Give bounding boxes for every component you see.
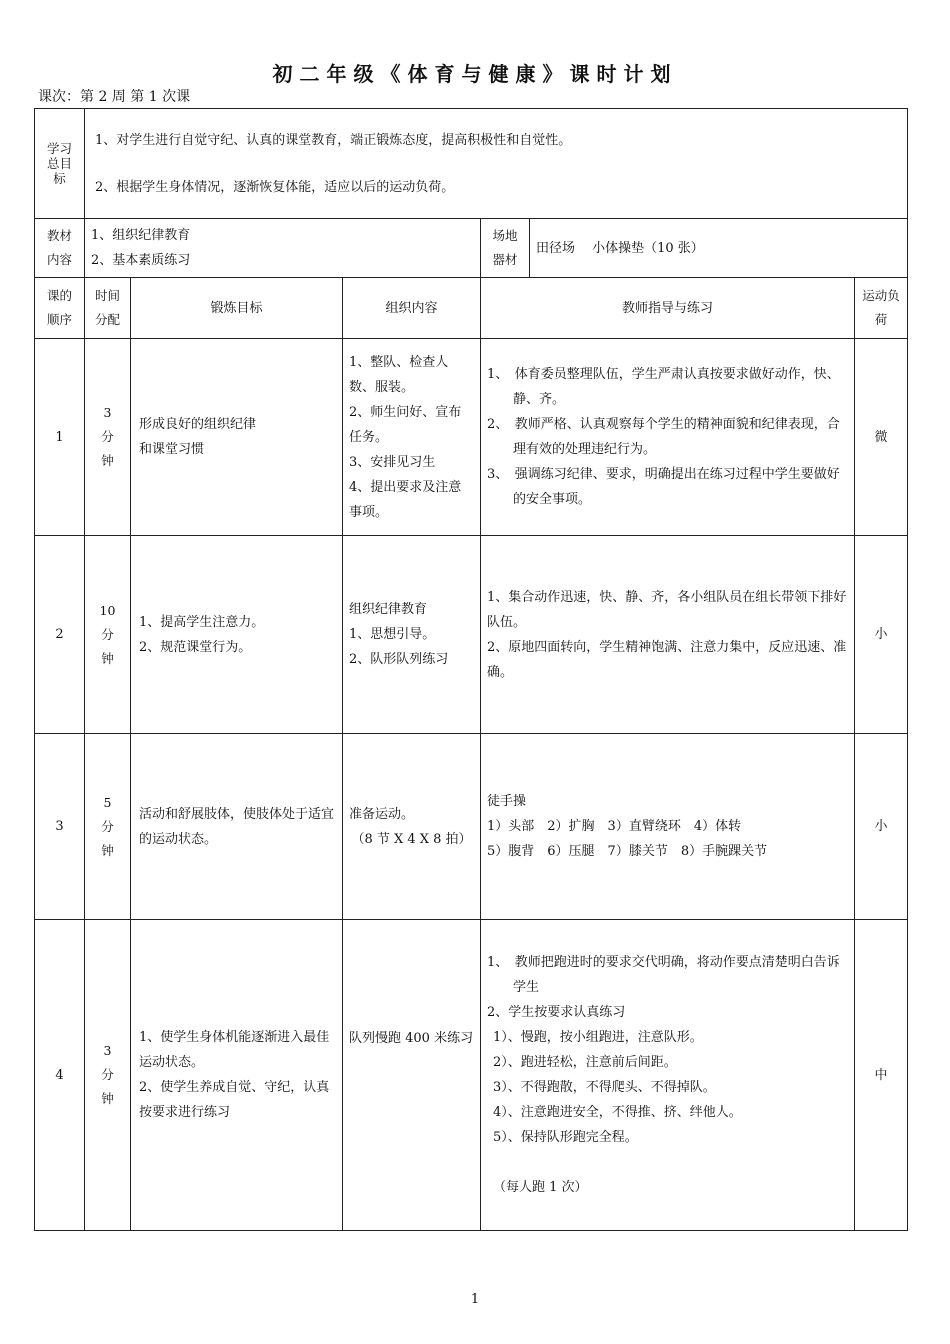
page-number: 1 xyxy=(470,1292,480,1307)
venue-label: 场地器材 xyxy=(492,228,518,267)
guide-line: 2）、跑进轻松，注意前后间距。 xyxy=(493,1055,677,1070)
row-time xyxy=(85,536,131,734)
org-line: 2、队形队列练习 xyxy=(349,652,449,667)
guide-line xyxy=(487,1150,848,1175)
org-line: （8 节 X 4 X 8 拍） xyxy=(351,831,472,847)
row-order: 4 xyxy=(35,920,85,1231)
row-order: 2 xyxy=(35,536,85,734)
goals-label: 学习总目标 xyxy=(46,141,72,186)
row-org xyxy=(343,920,481,1231)
guide-line: 2、 教师严格、认真观察每个学生的精神面貌和纪律表现，合理有效的处理违纪行为。 xyxy=(487,417,840,457)
row-org xyxy=(343,339,481,536)
guide-line: 徒手操 xyxy=(487,794,527,809)
org-line: 1、整队、检查人数、服装。 xyxy=(349,354,449,395)
header-time xyxy=(85,278,131,339)
target-line: 活动和舒展肢体，使肢体处于适宜的运动状态。 xyxy=(139,806,335,847)
guide-line: （每人跑 1 次） xyxy=(493,1180,588,1195)
lesson-number: 课次：第 2 周 第 1 次课 xyxy=(38,89,191,105)
goal-line: 1、对学生进行自觉守纪、认真的课堂教育，端正锻炼态度，提高积极性和自觉性。 xyxy=(95,132,572,148)
row-load: 小 xyxy=(855,536,908,734)
row-time xyxy=(85,734,131,920)
header-row xyxy=(35,278,908,339)
org-line: 2、师生问好、宣布任务。 xyxy=(349,404,462,445)
lesson-plan-table xyxy=(34,108,908,1231)
row-guide xyxy=(481,536,855,734)
row-order: 1 xyxy=(35,339,85,536)
org-line: 队列慢跑 400 米练习 xyxy=(349,1031,474,1046)
guide-line: 1、 体育委员整理队伍，学生严肃认真按要求做好动作，快、静、齐。 xyxy=(487,367,840,407)
table-row xyxy=(35,734,908,920)
target-line: 1、使学生身体机能逐渐进入最佳运动状态。 xyxy=(139,1030,330,1070)
header-order xyxy=(35,278,85,339)
target-line: 形成良好的组织纪律 xyxy=(139,417,257,432)
row-org xyxy=(343,734,481,920)
header-target: 锻炼目标 xyxy=(131,278,343,339)
content-row xyxy=(35,219,908,278)
table-row xyxy=(35,920,908,1231)
row-time-text: 3 分钟 xyxy=(101,1043,114,1106)
goals-label-cell xyxy=(35,109,85,219)
row-target xyxy=(131,536,343,734)
goals-row xyxy=(35,109,908,219)
row-guide xyxy=(481,734,855,920)
header-load xyxy=(855,278,908,339)
guide-line: 1、 教师把跑进时的要求交代明确，将动作要点清楚明白告诉学生 xyxy=(487,955,840,995)
venue-label-cell xyxy=(481,219,530,278)
org-line: 准备运动。 xyxy=(349,806,415,822)
row-order: 3 xyxy=(35,734,85,920)
org-line: 组织纪律教育 xyxy=(349,602,428,617)
row-load: 小 xyxy=(855,734,908,920)
org-line: 3、安排见习生 xyxy=(349,454,436,470)
guide-line: 1）头部 2）扩胸 3）直臂绕环 4）体转 xyxy=(487,819,742,834)
guide-line: 4）、注意跑进安全，不得推、挤、绊他人。 xyxy=(493,1105,742,1120)
org-line: 4、提出要求及注意事项。 xyxy=(349,479,462,520)
guide-line: 2、学生按要求认真练习 xyxy=(487,1005,626,1020)
row-target xyxy=(131,339,343,536)
content-label-cell xyxy=(35,219,85,278)
row-time-text: 5 分钟 xyxy=(101,794,114,858)
guide-line: 3）、不得跑散，不得爬头、不得掉队。 xyxy=(493,1080,716,1095)
header-order-label: 课的顺序 xyxy=(46,288,72,327)
row-org xyxy=(343,536,481,734)
venue-cell xyxy=(530,219,908,278)
header-load-label: 运动负荷 xyxy=(862,288,900,327)
guide-line: 3、 强调练习纪律、要求，明确提出在练习过程中学生要做好的安全事项。 xyxy=(487,467,840,507)
table-row xyxy=(35,536,908,734)
header-org: 组织内容 xyxy=(343,278,481,339)
target-line: 和课堂习惯 xyxy=(139,442,205,457)
row-time-text: 3 分钟 xyxy=(101,405,114,468)
row-guide xyxy=(481,339,855,536)
target-line: 2、使学生养成自觉、守纪，认真按要求进行练习 xyxy=(139,1080,330,1120)
venue-text: 田径场 小体操垫（10 张） xyxy=(536,240,704,256)
target-line: 1、提高学生注意力。 xyxy=(139,614,265,630)
guide-line: 5）、保持队形跑完全程。 xyxy=(493,1130,638,1145)
row-load: 中 xyxy=(855,920,908,1231)
content-item: 2、基本素质练习 xyxy=(91,253,191,268)
row-load: 微 xyxy=(855,339,908,536)
content-label: 教材内容 xyxy=(46,228,72,267)
guide-line: 5）腹背 6）压腿 7）膝关节 8）手腕踝关节 xyxy=(487,844,768,859)
header-guide: 教师指导与练习 xyxy=(481,278,855,339)
row-target xyxy=(131,734,343,920)
guide-line: 2、原地四面转向，学生精神饱满、注意力集中，反应迅速、准确。 xyxy=(487,639,847,680)
content-cell xyxy=(85,219,481,278)
content-item: 1、组织纪律教育 xyxy=(91,228,191,243)
row-time xyxy=(85,920,131,1231)
guide-line: 1）、慢跑，按小组跑进，注意队形。 xyxy=(493,1030,703,1045)
row-guide xyxy=(481,920,855,1231)
row-time-text: 10 分钟 xyxy=(99,602,116,666)
org-line: 1、思想引导。 xyxy=(349,627,436,642)
page-title: 初二年级《体育与健康》课时计划 xyxy=(272,62,678,86)
goal-line: 2、根据学生身体情况，逐渐恢复体能，适应以后的运动负荷。 xyxy=(95,179,455,195)
target-line: 2、规范课堂行为。 xyxy=(139,639,252,655)
row-time xyxy=(85,339,131,536)
goals-cell xyxy=(85,109,908,219)
header-time-label: 时间分配 xyxy=(94,288,120,327)
row-target xyxy=(131,920,343,1231)
table-row xyxy=(35,339,908,536)
guide-line: 1、集合动作迅速，快、静、齐，各小组队员在组长带领下排好队伍。 xyxy=(487,589,847,630)
